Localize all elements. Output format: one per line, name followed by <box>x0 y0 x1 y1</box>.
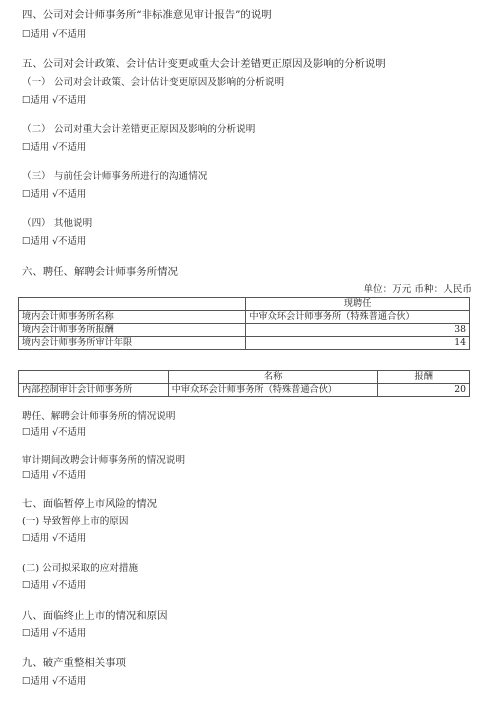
section-6-title: 六、聘任、解聘会计师事务所情况 <box>22 266 178 278</box>
row-value: 14 <box>246 337 470 350</box>
table-row <box>19 311 470 324</box>
table-header-blank <box>19 298 246 311</box>
note-change-auditor: 审计期间改聘会计师事务所的情况说明 <box>22 455 186 466</box>
section-8-title: 八、面临终止上市的情况和原因 <box>22 610 168 622</box>
section-5-sub-3: （三） 与前任会计师事务所进行的沟通情况 <box>22 171 208 182</box>
table-header-name: 名称 <box>168 371 378 384</box>
auditor-table <box>18 297 470 350</box>
row-firm-name: 中审众环会计师事务所（特殊普通合伙） <box>168 384 378 397</box>
section-7-title: 七、面临暂停上市风险的情况 <box>22 498 158 510</box>
section-4-title: 四、公司对会计师事务所“非标准意见审计报告”的说明 <box>22 9 272 21</box>
note-engagement: 聘任、解聘会计师事务所的情况说明 <box>22 411 176 422</box>
section-5-sub-2-option: ☐适用 √不适用 <box>22 142 87 153</box>
row-label: 内部控制审计会计师事务所 <box>19 384 169 397</box>
table-header-row <box>19 371 470 384</box>
section-5-sub-1: （一） 公司对会计政策、会计估计变更原因及影响的分析说明 <box>22 77 285 88</box>
row-value: 中审众环会计师事务所（特殊普通合伙） <box>246 311 470 324</box>
table-header-row <box>19 298 470 311</box>
section-4-option: ☐适用 √不适用 <box>22 29 87 40</box>
table-row <box>19 384 470 397</box>
section-7-sub-2: (二) 公司拟采取的应对措施 <box>22 563 139 574</box>
section-5-sub-1-option: ☐适用 √不适用 <box>22 95 87 106</box>
section-5-sub-2: （二） 公司对重大会计差错更正原因及影响的分析说明 <box>22 124 256 135</box>
table-header-fee: 报酬 <box>378 371 470 384</box>
row-fee: 20 <box>378 384 470 397</box>
section-5-title: 五、公司对会计政策、会计估计变更或重大会计差错更正原因及影响的分析说明 <box>22 58 386 70</box>
table-row <box>19 337 470 350</box>
section-5-sub-4-option: ☐适用 √不适用 <box>22 236 87 247</box>
row-label: 境内会计师事务所名称 <box>19 311 246 324</box>
section-7-sub-1: (一) 导致暂停上市的原因 <box>22 516 129 527</box>
section-9-title: 九、破产重整相关事项 <box>22 657 126 669</box>
section-5-sub-3-option: ☐适用 √不适用 <box>22 189 87 200</box>
row-value: 38 <box>246 324 470 337</box>
section-9-option: ☐适用 √不适用 <box>22 676 87 687</box>
section-8-option: ☐适用 √不适用 <box>22 628 87 639</box>
unit-label: 单位：万元 币种：人民币 <box>363 284 472 295</box>
section-7-sub-1-option: ☐适用 √不适用 <box>22 533 87 544</box>
table-row <box>19 324 470 337</box>
note-engagement-option: ☐适用 √不适用 <box>22 427 87 438</box>
internal-control-auditor-table <box>18 370 470 397</box>
row-label: 境内会计师事务所报酬 <box>19 324 246 337</box>
row-label: 境内会计师事务所审计年限 <box>19 337 246 350</box>
table-header-current: 现聘任 <box>246 298 470 311</box>
section-7-sub-2-option: ☐适用 √不适用 <box>22 580 87 591</box>
section-5-sub-4: （四） 其他说明 <box>22 218 93 229</box>
table-header-blank <box>19 371 169 384</box>
note-change-auditor-option: ☐适用 √不适用 <box>22 470 87 481</box>
